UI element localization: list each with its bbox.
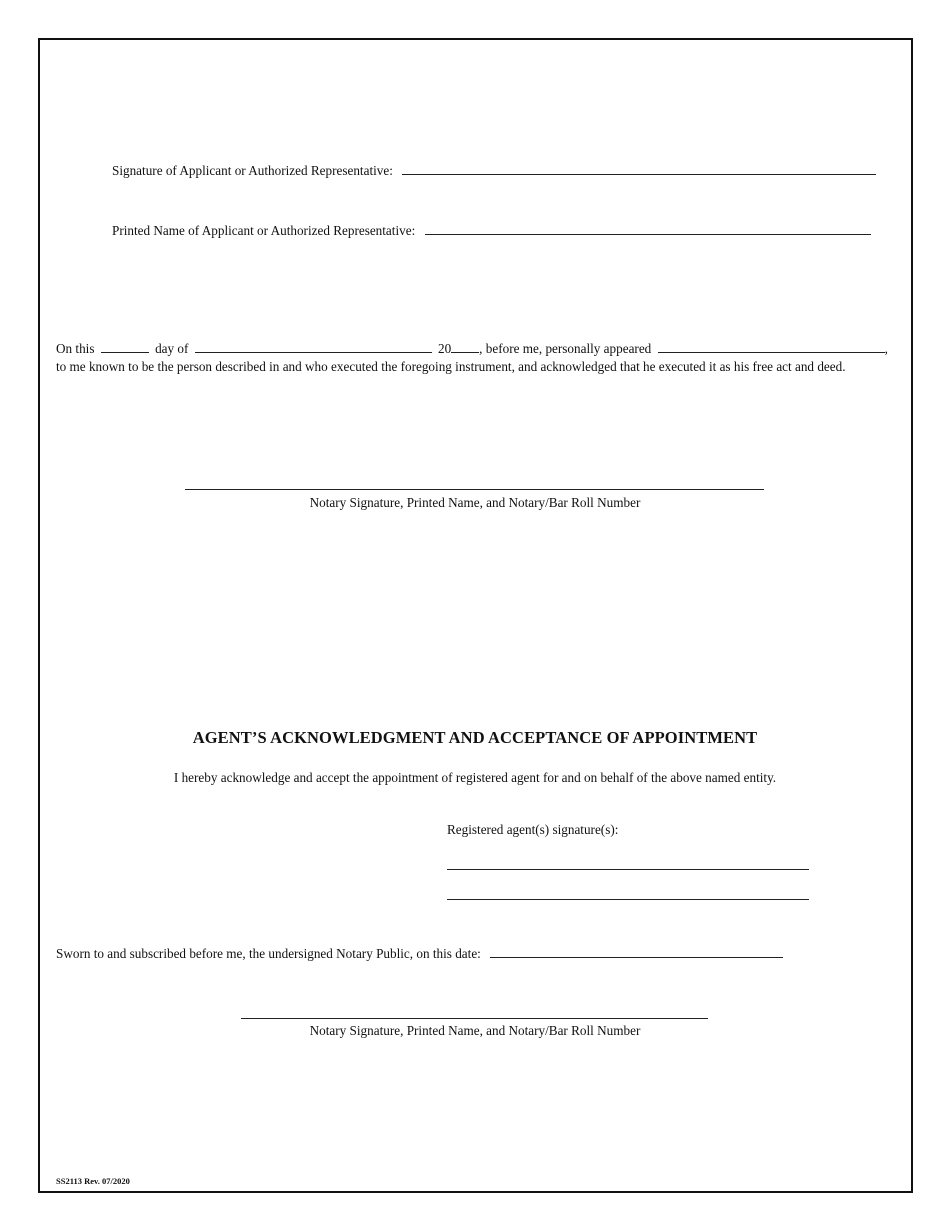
agent-acceptance-statement: I hereby acknowledge and accept the appointment of registered agent for and on behalf of the above named entity. xyxy=(173,770,777,785)
notary-clause-day-of: day of xyxy=(155,341,189,356)
notary-appeared-name-field[interactable] xyxy=(658,341,885,353)
notary-clause-before-me: , before me, personally appeared xyxy=(479,341,652,356)
notary-caption-1: Notary Signature, Printed Name, and Notary/Bar Roll Number xyxy=(309,495,641,510)
notary-caption-2: Notary Signature, Printed Name, and Notary/Bar Roll Number xyxy=(309,1023,641,1038)
registered-agent-signature-label: Registered agent(s) signature(s): xyxy=(447,822,619,837)
notary-year-prefix: 20 xyxy=(437,341,452,356)
applicant-printed-name-field[interactable] xyxy=(425,223,871,235)
registered-agent-signature-line-1[interactable] xyxy=(447,869,809,870)
form-code: SS2113 Rev. 07/2020 xyxy=(56,1176,130,1186)
notary-clause-line-2: to me known to be the person described in and who executed the foregoing instrument, and acknowledged that he executed it as his free act and deed. xyxy=(56,359,846,374)
sworn-row xyxy=(56,946,783,962)
agent-section-heading: AGENT’S ACKNOWLEDGMENT AND ACCEPTANCE OF APPOINTMENT xyxy=(192,728,758,747)
sworn-label: Sworn to and subscribed before me, the undersigned Notary Public, on this date: xyxy=(56,946,481,961)
applicant-signature-row xyxy=(112,163,876,179)
notary-year-field[interactable] xyxy=(451,341,479,353)
applicant-printed-name-label: Printed Name of Applicant or Authorized Representative: xyxy=(112,223,416,238)
notary-clause-line-1 xyxy=(56,341,888,357)
notary-signature-line-2[interactable] xyxy=(241,1018,708,1019)
registered-agent-signature-line-2[interactable] xyxy=(447,899,809,900)
notary-clause-prefix: On this xyxy=(56,341,95,356)
notary-day-field[interactable] xyxy=(101,341,149,353)
applicant-signature-field[interactable] xyxy=(402,163,876,175)
applicant-signature-label: Signature of Applicant or Authorized Representative: xyxy=(112,163,393,178)
notary-clause-comma: , xyxy=(884,341,888,356)
notary-month-field[interactable] xyxy=(195,341,432,353)
sworn-date-field[interactable] xyxy=(490,946,783,958)
applicant-printed-name-row xyxy=(112,223,871,239)
notary-signature-line-1[interactable] xyxy=(185,489,764,490)
page-border xyxy=(38,38,913,1193)
